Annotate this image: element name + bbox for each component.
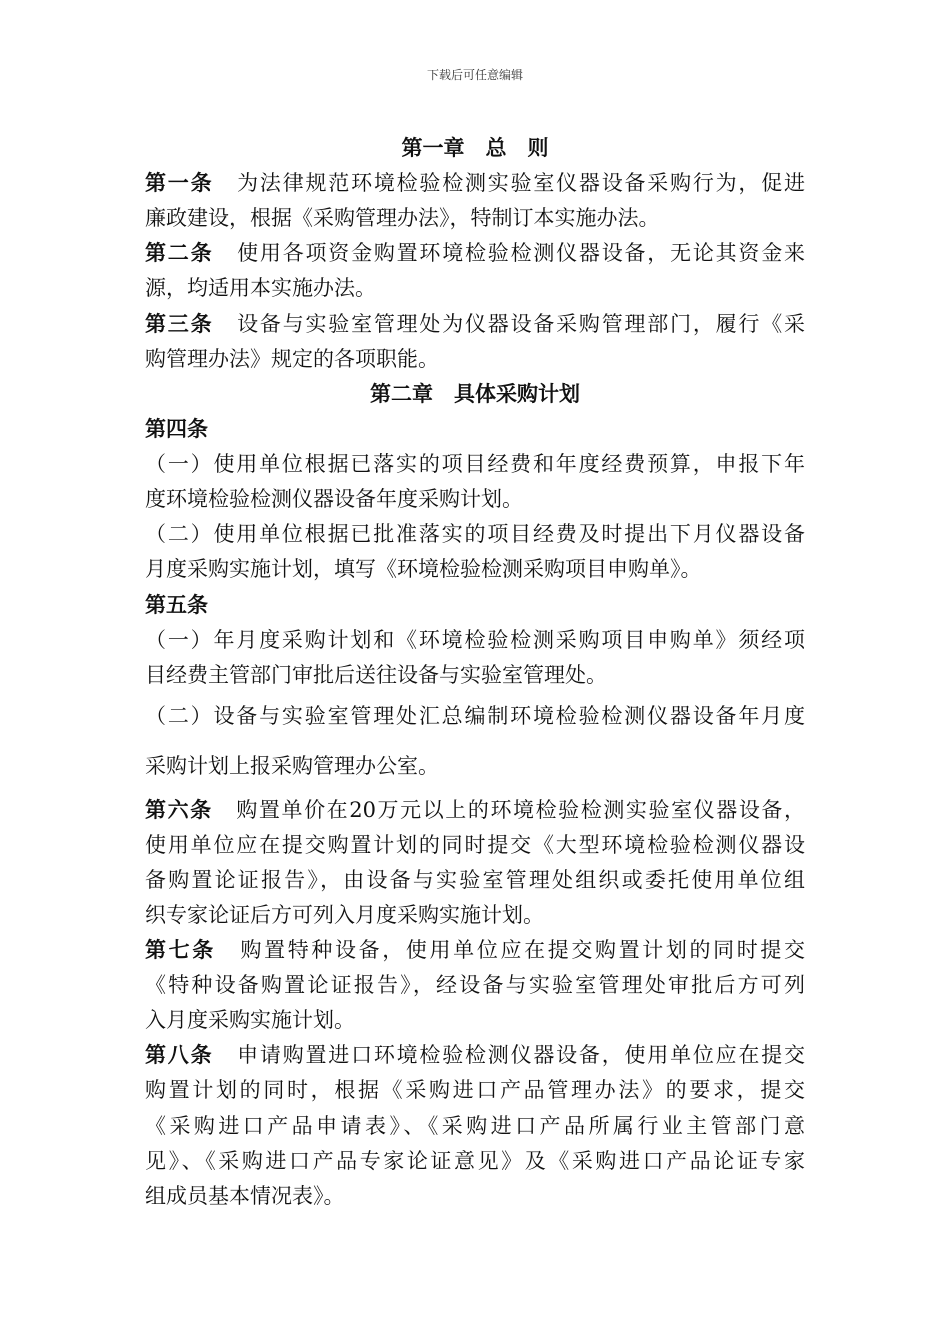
- article-4-label: 第四条: [145, 416, 208, 441]
- article-6-label: 第六条: [145, 797, 213, 822]
- chapter-1-title: 第一章 总 则: [401, 135, 549, 160]
- article-7-line-2: 《特种设备购置论证报告》，经设备与实验室管理处审批后方可列: [145, 973, 805, 997]
- article-2-text-1: 使用各项资金购置环境检验检测仪器设备，无论其资金来: [235, 241, 805, 265]
- chapter-2-title: 第二章 具体采购计划: [370, 381, 580, 406]
- article-7-line-3: 入月度采购实施计划。: [145, 1008, 355, 1032]
- article-4-item-1-line-1: （一）使用单位根据已落实的项目经费和年度经费预算，申报下年: [145, 452, 805, 476]
- page-header-note: 下载后可任意编辑: [426, 68, 523, 82]
- article-3-line-2: 购管理办法》规定的各项职能。: [145, 347, 439, 371]
- article-1-line-1: [145, 167, 805, 197]
- article-1-text-1: 为法律规范环境检验检测实验室仪器设备采购行为，促进: [235, 171, 805, 195]
- article-8-line-1: [145, 1039, 805, 1069]
- article-8-line-2: 购置计划的同时，根据《采购进口产品管理办法》的要求，提交: [145, 1078, 805, 1102]
- article-2-line-2: 源，均适用本实施办法。: [145, 276, 376, 300]
- article-2-line-1: [145, 237, 805, 267]
- article-5-item-1-line-1: （一）年月度采购计划和《环境检验检测采购项目申购单》须经项: [145, 628, 805, 652]
- article-8-label: 第八条: [145, 1042, 214, 1067]
- article-3-text-1: 设备与实验室管理处为仪器设备采购管理部门，履行《采: [235, 312, 805, 336]
- article-7-text-1: 购置特种设备，使用单位应在提交购置计划的同时提交: [237, 938, 805, 962]
- article-1-label: 第一条: [145, 170, 214, 195]
- article-7-label: 第七条: [145, 937, 216, 962]
- article-1-line-2: 廉政建设，根据《采购管理办法》，特制订本实施办法。: [145, 206, 660, 230]
- article-5-label: 第五条: [145, 592, 208, 617]
- article-6-line-2: 使用单位应在提交购置计划的同时提交《大型环境检验检测仪器设: [145, 833, 805, 857]
- article-5-item-2-line-1: （二）设备与实验室管理处汇总编制环境检验检测仪器设备年月度: [145, 704, 805, 728]
- article-2-label: 第二条: [145, 240, 214, 265]
- article-3-line-1: [145, 308, 805, 338]
- article-8-line-3: 《采购进口产品申请表》、《采购进口产品所属行业主管部门意: [145, 1114, 805, 1138]
- article-6-line-3: 备购置论证报告》，由设备与实验室管理处组织或委托使用单位组: [145, 868, 805, 892]
- article-8-line-4: 见》、《采购进口产品专家论证意见》及《采购进口产品论证专家: [145, 1149, 805, 1173]
- article-6-text-1: 购置单价在20万元以上的环境检验检测实验室仪器设备，: [234, 798, 805, 822]
- article-5-item-2-line-2: 采购计划上报采购管理办公室。: [145, 754, 439, 778]
- article-5-item-1-line-2: 目经费主管部门审批后送往设备与实验室管理处。: [145, 663, 607, 687]
- article-8-line-5: 组成员基本情况表》。: [145, 1184, 345, 1208]
- article-4-item-2-line-1: （二）使用单位根据已批准落实的项目经费及时提出下月仪器设备: [145, 522, 805, 546]
- article-8-text-1: 申请购置进口环境检验检测仪器设备，使用单位应在提交: [235, 1043, 805, 1067]
- article-3-label: 第三条: [145, 311, 214, 336]
- article-6-line-1: [145, 794, 805, 824]
- article-4-item-2-line-2: 月度采购实施计划，填写《环境检验检测采购项目申购单》。: [145, 557, 702, 581]
- article-7-line-1: [145, 934, 805, 964]
- article-6-line-4: 织专家论证后方可列入月度采购实施计划。: [145, 903, 544, 927]
- article-4-item-1-line-2: 度环境检验检测仪器设备年度采购计划。: [145, 487, 523, 511]
